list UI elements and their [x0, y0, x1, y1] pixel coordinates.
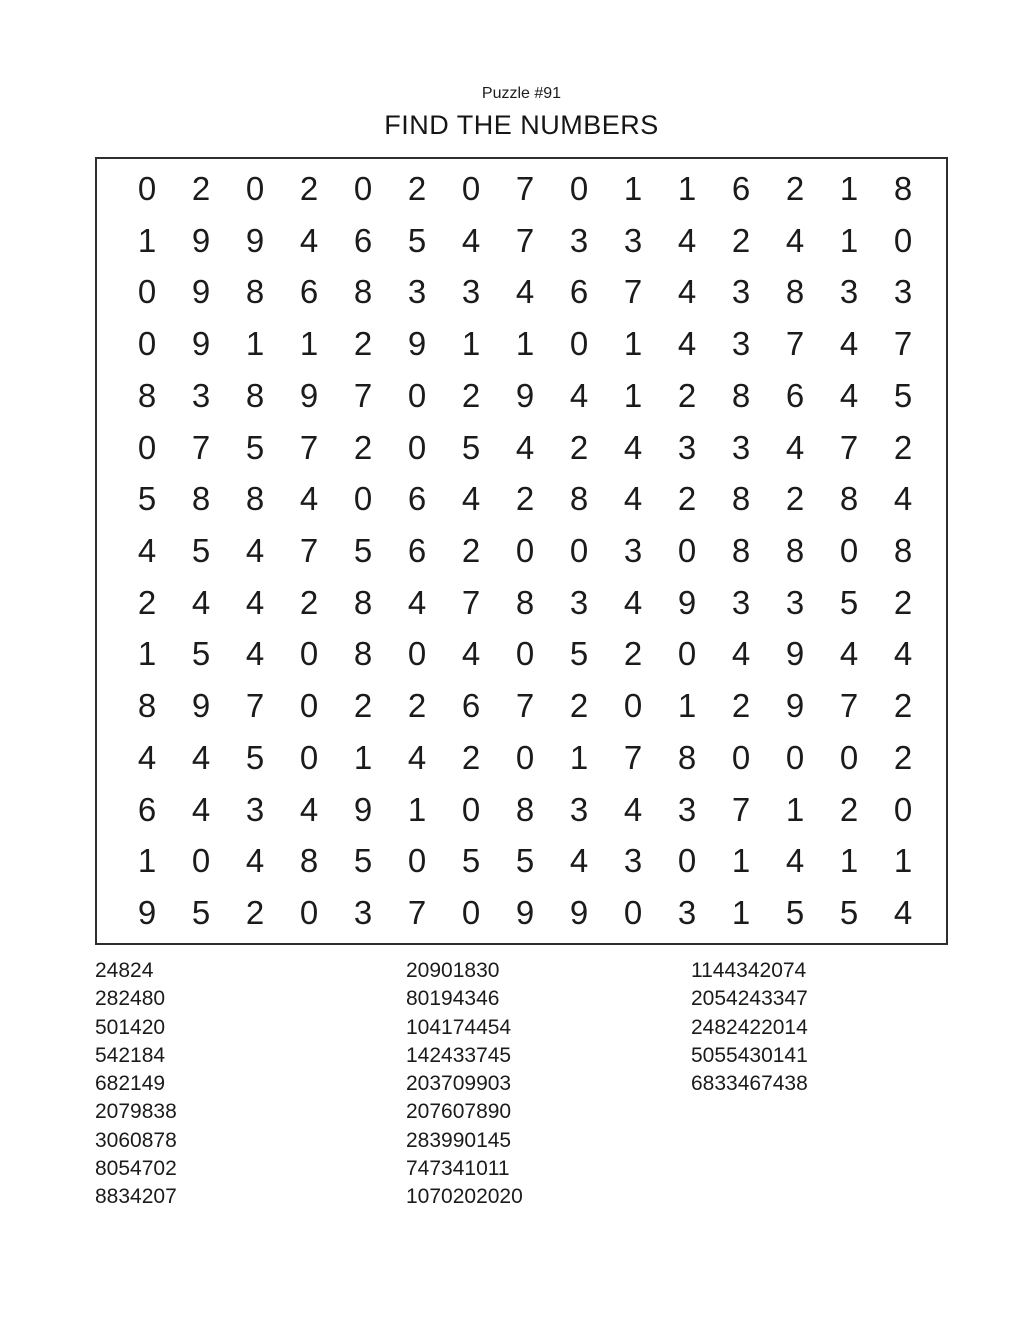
grid-cell: 2 — [839, 790, 859, 828]
grid-cell: 8 — [731, 480, 751, 518]
list-item: 8054702 — [95, 1157, 177, 1181]
grid-cell: 4 — [137, 531, 157, 569]
grid-cell: 7 — [353, 376, 373, 414]
grid-cell: 5 — [191, 635, 211, 673]
grid-cell: 3 — [353, 894, 373, 932]
grid-cell: 0 — [677, 635, 697, 673]
grid-cell: 1 — [731, 842, 751, 880]
grid-cell: 0 — [893, 790, 913, 828]
list-item: 2054243347 — [691, 987, 808, 1011]
number-grid — [97, 159, 946, 943]
numbers-to-find-list — [95, 957, 948, 1212]
grid-cell: 7 — [623, 273, 643, 311]
grid-cell: 6 — [461, 687, 481, 725]
grid-cell: 1 — [839, 221, 859, 259]
grid-cell: 9 — [785, 687, 805, 725]
grid-cell: 0 — [137, 169, 157, 207]
grid-cell: 4 — [731, 635, 751, 673]
list-item: 1144342074 — [691, 959, 807, 982]
grid-cell: 2 — [461, 531, 481, 569]
grid-cell: 6 — [137, 790, 157, 828]
grid-cell: 1 — [137, 842, 157, 880]
grid-cell: 7 — [515, 169, 535, 207]
grid-cell: 3 — [731, 428, 751, 466]
grid-cell: 1 — [677, 169, 697, 207]
grid-cell: 4 — [407, 738, 427, 776]
grid-cell: 1 — [839, 842, 859, 880]
grid-cell: 0 — [299, 635, 319, 673]
grid-cell: 1 — [731, 894, 751, 932]
grid-cell: 9 — [407, 325, 427, 363]
grid-cell: 4 — [191, 583, 211, 621]
grid-cell: 9 — [353, 790, 373, 828]
grid-cell: 6 — [407, 531, 427, 569]
grid-cell: 3 — [245, 790, 265, 828]
grid-cell: 8 — [299, 842, 319, 880]
grid-cell: 0 — [839, 738, 859, 776]
grid-cell: 9 — [191, 273, 211, 311]
grid-cell: 1 — [245, 325, 265, 363]
grid-cell: 0 — [893, 221, 913, 259]
grid-cell: 4 — [785, 428, 805, 466]
list-item: 203709903 — [406, 1072, 512, 1096]
list-column — [95, 957, 406, 1212]
grid-cell: 4 — [839, 635, 859, 673]
grid-cell: 2 — [677, 480, 697, 518]
list-item: 207607890 — [406, 1100, 512, 1124]
grid-cell: 1 — [137, 221, 157, 259]
grid-cell: 6 — [299, 273, 319, 311]
grid-cell: 4 — [677, 325, 697, 363]
grid-cell: 0 — [137, 428, 157, 466]
grid-cell: 9 — [137, 894, 157, 932]
grid-cell: 9 — [245, 221, 265, 259]
grid-cell: 8 — [137, 376, 157, 414]
grid-cell: 1 — [893, 842, 913, 880]
grid-cell: 4 — [677, 273, 697, 311]
grid-cell: 3 — [893, 273, 913, 311]
grid-cell: 2 — [731, 221, 751, 259]
grid-cell: 4 — [785, 221, 805, 259]
grid-cell: 8 — [677, 738, 697, 776]
list-item: 104174454 — [406, 1015, 512, 1039]
grid-cell: 8 — [731, 531, 751, 569]
grid-cell: 1 — [353, 738, 373, 776]
grid-cell: 5 — [785, 894, 805, 932]
grid-cell: 3 — [731, 583, 751, 621]
grid-cell: 9 — [191, 687, 211, 725]
grid-cell: 1 — [623, 169, 643, 207]
grid-cell: 5 — [515, 842, 535, 880]
list-column — [406, 957, 691, 1212]
grid-cell: 0 — [623, 894, 643, 932]
grid-cell: 0 — [569, 325, 589, 363]
grid-cell: 4 — [245, 531, 265, 569]
grid-cell: 0 — [515, 635, 535, 673]
grid-cell: 3 — [623, 221, 643, 259]
grid-cell: 5 — [191, 531, 211, 569]
grid-cell: 5 — [137, 480, 157, 518]
grid-cell: 7 — [839, 428, 859, 466]
grid-cell: 3 — [785, 583, 805, 621]
grid-cell: 0 — [407, 842, 427, 880]
grid-cell: 3 — [677, 428, 697, 466]
grid-cell: 4 — [191, 790, 211, 828]
grid-cell: 2 — [407, 687, 427, 725]
grid-cell: 8 — [893, 169, 913, 207]
grid-cell: 2 — [785, 480, 805, 518]
grid-cell: 0 — [839, 531, 859, 569]
grid-cell: 0 — [677, 842, 697, 880]
grid-cell: 2 — [677, 376, 697, 414]
grid-cell: 5 — [461, 842, 481, 880]
number-grid-border — [95, 157, 948, 945]
grid-cell: 1 — [677, 687, 697, 725]
grid-cell: 2 — [461, 738, 481, 776]
grid-cell: 4 — [893, 480, 913, 518]
grid-cell: 1 — [515, 325, 535, 363]
grid-cell: 4 — [677, 221, 697, 259]
grid-cell: 1 — [839, 169, 859, 207]
grid-cell: 9 — [515, 894, 535, 932]
grid-cell: 1 — [461, 325, 481, 363]
grid-cell: 1 — [623, 376, 643, 414]
grid-cell: 8 — [245, 376, 265, 414]
grid-cell: 3 — [731, 273, 751, 311]
grid-cell: 8 — [515, 790, 535, 828]
grid-cell: 6 — [407, 480, 427, 518]
grid-cell: 8 — [191, 480, 211, 518]
grid-cell: 2 — [893, 738, 913, 776]
grid-cell: 2 — [893, 583, 913, 621]
grid-cell: 5 — [191, 894, 211, 932]
list-item: 542184 — [95, 1043, 166, 1067]
grid-cell: 0 — [407, 428, 427, 466]
grid-cell: 8 — [731, 376, 751, 414]
grid-cell: 7 — [299, 428, 319, 466]
grid-cell: 8 — [785, 531, 805, 569]
grid-cell: 1 — [137, 635, 157, 673]
grid-cell: 0 — [569, 169, 589, 207]
grid-cell: 4 — [569, 842, 589, 880]
grid-cell: 5 — [245, 738, 265, 776]
grid-cell: 5 — [353, 842, 373, 880]
grid-cell: 3 — [623, 531, 643, 569]
grid-cell: 6 — [731, 169, 751, 207]
grid-cell: 7 — [461, 583, 481, 621]
grid-cell: 4 — [623, 428, 643, 466]
list-item: 20901830 — [406, 959, 500, 982]
grid-cell: 1 — [299, 325, 319, 363]
grid-cell: 4 — [461, 635, 481, 673]
grid-cell: 7 — [191, 428, 211, 466]
grid-cell: 7 — [623, 738, 643, 776]
grid-cell: 6 — [785, 376, 805, 414]
list-item: 282480 — [95, 987, 166, 1011]
grid-cell: 7 — [515, 221, 535, 259]
grid-cell: 2 — [785, 169, 805, 207]
grid-cell: 0 — [407, 376, 427, 414]
grid-cell: 2 — [731, 687, 751, 725]
grid-cell: 8 — [353, 635, 373, 673]
grid-cell: 0 — [677, 531, 697, 569]
grid-cell: 1 — [407, 790, 427, 828]
grid-cell: 5 — [353, 531, 373, 569]
grid-cell: 4 — [245, 583, 265, 621]
list-item: 747341011 — [406, 1157, 510, 1181]
grid-cell: 1 — [623, 325, 643, 363]
grid-cell: 2 — [569, 428, 589, 466]
list-item: 3060878 — [95, 1128, 177, 1152]
grid-cell: 0 — [353, 169, 373, 207]
grid-cell: 2 — [353, 687, 373, 725]
grid-cell: 4 — [785, 842, 805, 880]
grid-cell: 2 — [893, 428, 913, 466]
grid-cell: 4 — [623, 480, 643, 518]
grid-cell: 6 — [353, 221, 373, 259]
grid-cell: 3 — [407, 273, 427, 311]
grid-cell: 9 — [677, 583, 697, 621]
grid-cell: 2 — [191, 169, 211, 207]
list-item: 6833467438 — [691, 1072, 808, 1096]
grid-cell: 9 — [785, 635, 805, 673]
grid-cell: 2 — [245, 894, 265, 932]
grid-cell: 3 — [569, 221, 589, 259]
grid-cell: 2 — [353, 428, 373, 466]
list-item: 8834207 — [95, 1185, 177, 1209]
grid-cell: 4 — [839, 376, 859, 414]
grid-cell: 2 — [299, 169, 319, 207]
grid-cell: 5 — [461, 428, 481, 466]
grid-cell: 4 — [245, 635, 265, 673]
grid-cell: 0 — [623, 687, 643, 725]
grid-cell: 3 — [731, 325, 751, 363]
grid-cell: 0 — [137, 325, 157, 363]
grid-cell: 0 — [137, 273, 157, 311]
grid-cell: 2 — [515, 480, 535, 518]
grid-cell: 4 — [299, 480, 319, 518]
grid-cell: 0 — [461, 169, 481, 207]
grid-cell: 2 — [461, 376, 481, 414]
list-item: 2079838 — [95, 1100, 177, 1124]
grid-cell: 3 — [461, 273, 481, 311]
grid-cell: 3 — [677, 894, 697, 932]
grid-cell: 0 — [191, 842, 211, 880]
grid-cell: 9 — [191, 221, 211, 259]
page-title: FIND THE NUMBERS — [384, 110, 659, 140]
grid-cell: 8 — [785, 273, 805, 311]
grid-cell: 2 — [623, 635, 643, 673]
grid-cell: 3 — [569, 790, 589, 828]
grid-cell: 0 — [299, 894, 319, 932]
list-item: 2482422014 — [691, 1015, 808, 1039]
grid-cell: 4 — [137, 738, 157, 776]
grid-cell: 3 — [623, 842, 643, 880]
grid-cell: 8 — [515, 583, 535, 621]
grid-cell: 5 — [893, 376, 913, 414]
grid-cell: 7 — [299, 531, 319, 569]
grid-cell: 5 — [839, 583, 859, 621]
grid-cell: 0 — [353, 480, 373, 518]
grid-cell: 4 — [839, 325, 859, 363]
grid-cell: 3 — [677, 790, 697, 828]
list-item: 283990145 — [406, 1128, 512, 1152]
grid-cell: 7 — [245, 687, 265, 725]
grid-cell: 4 — [407, 583, 427, 621]
grid-cell: 2 — [353, 325, 373, 363]
grid-cell: 0 — [569, 531, 589, 569]
grid-cell: 9 — [515, 376, 535, 414]
grid-cell: 5 — [839, 894, 859, 932]
grid-cell: 4 — [623, 583, 643, 621]
grid-cell: 4 — [623, 790, 643, 828]
grid-cell: 4 — [515, 273, 535, 311]
grid-cell: 3 — [191, 376, 211, 414]
grid-cell: 2 — [893, 687, 913, 725]
grid-cell: 8 — [245, 273, 265, 311]
grid-cell: 0 — [461, 894, 481, 932]
grid-cell: 6 — [569, 273, 589, 311]
list-item: 24824 — [95, 959, 154, 982]
grid-cell: 9 — [569, 894, 589, 932]
grid-cell: 1 — [785, 790, 805, 828]
grid-cell: 8 — [569, 480, 589, 518]
grid-cell: 8 — [839, 480, 859, 518]
grid-cell: 9 — [299, 376, 319, 414]
grid-cell: 7 — [893, 325, 913, 363]
grid-cell: 8 — [245, 480, 265, 518]
grid-cell: 7 — [515, 687, 535, 725]
list-item: 142433745 — [406, 1043, 512, 1067]
grid-cell: 9 — [191, 325, 211, 363]
list-item: 80194346 — [406, 987, 500, 1011]
list-column — [691, 957, 948, 1098]
grid-cell: 8 — [353, 583, 373, 621]
grid-cell: 7 — [785, 325, 805, 363]
grid-cell: 8 — [893, 531, 913, 569]
grid-cell: 0 — [299, 687, 319, 725]
grid-cell: 0 — [785, 738, 805, 776]
list-item: 5055430141 — [691, 1043, 808, 1067]
grid-cell: 8 — [353, 273, 373, 311]
list-item: 501420 — [95, 1015, 166, 1039]
grid-cell: 4 — [569, 376, 589, 414]
list-item: 1070202020 — [406, 1185, 523, 1209]
grid-cell: 1 — [569, 738, 589, 776]
grid-cell: 3 — [569, 583, 589, 621]
grid-cell: 2 — [569, 687, 589, 725]
grid-cell: 5 — [569, 635, 589, 673]
grid-cell: 4 — [245, 842, 265, 880]
grid-cell: 7 — [407, 894, 427, 932]
grid-cell: 5 — [245, 428, 265, 466]
grid-cell: 8 — [137, 687, 157, 725]
grid-cell: 0 — [407, 635, 427, 673]
grid-cell: 0 — [515, 738, 535, 776]
grid-cell: 4 — [893, 635, 913, 673]
grid-cell: 7 — [839, 687, 859, 725]
grid-cell: 7 — [731, 790, 751, 828]
grid-cell: 4 — [893, 894, 913, 932]
grid-cell: 4 — [515, 428, 535, 466]
list-item: 682149 — [95, 1072, 166, 1096]
grid-cell: 0 — [731, 738, 751, 776]
grid-cell: 2 — [407, 169, 427, 207]
grid-cell: 4 — [461, 221, 481, 259]
grid-cell: 2 — [299, 583, 319, 621]
grid-cell: 4 — [191, 738, 211, 776]
grid-cell: 0 — [299, 738, 319, 776]
grid-cell: 4 — [461, 480, 481, 518]
grid-cell: 5 — [407, 221, 427, 259]
grid-cell: 2 — [137, 583, 157, 621]
grid-cell: 0 — [461, 790, 481, 828]
grid-cell: 4 — [299, 221, 319, 259]
puzzle-number: Puzzle #91 — [481, 85, 562, 102]
grid-cell: 0 — [515, 531, 535, 569]
grid-cell: 0 — [245, 169, 265, 207]
grid-cell: 3 — [839, 273, 859, 311]
grid-cell: 4 — [299, 790, 319, 828]
